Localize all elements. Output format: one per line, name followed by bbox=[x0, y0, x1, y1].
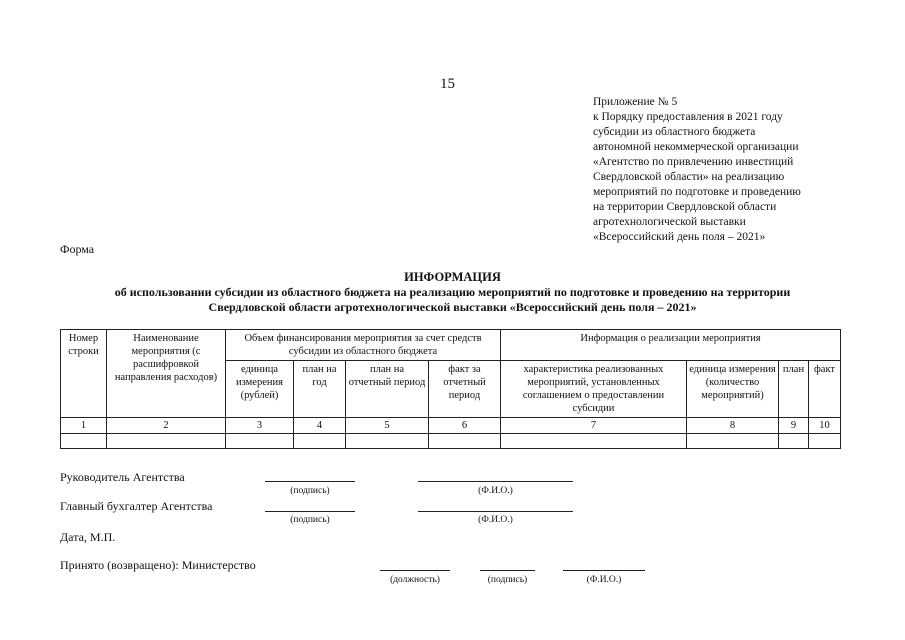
accountant-signature-line[interactable] bbox=[265, 511, 355, 512]
column-number: 3 bbox=[226, 418, 294, 434]
column-number: 10 bbox=[809, 418, 841, 434]
empty-cell[interactable] bbox=[346, 434, 429, 449]
appendix-note bbox=[593, 95, 843, 245]
accepted-by-ministry-label: Принято (возвращено): Министерство bbox=[60, 558, 256, 572]
column-number: 8 bbox=[687, 418, 779, 434]
header-unit-quantity: единица измерения (количество мероприятий) bbox=[687, 361, 779, 418]
appendix-line: Приложение № 5 bbox=[593, 96, 678, 108]
appendix-line: агротехнологической выставки bbox=[593, 216, 746, 228]
empty-cell[interactable] bbox=[809, 434, 841, 449]
empty-cell[interactable] bbox=[687, 434, 779, 449]
appendix-line: «Всероссийский день поля – 2021» bbox=[593, 231, 766, 243]
column-number: 1 bbox=[61, 418, 107, 434]
ministry-position-caption: (должность) bbox=[390, 575, 440, 585]
empty-cell[interactable] bbox=[429, 434, 501, 449]
empty-cell[interactable] bbox=[779, 434, 809, 449]
ministry-position-line[interactable] bbox=[380, 570, 450, 571]
empty-cell[interactable] bbox=[107, 434, 226, 449]
empty-cell[interactable] bbox=[501, 434, 687, 449]
header-characteristic: характеристика реализованных мероприятий, установленных соглашением о предоставлении субсидии bbox=[501, 361, 687, 418]
header-unit-rubles: единица измерения (рублей) bbox=[226, 361, 294, 418]
empty-cell[interactable] bbox=[226, 434, 294, 449]
ministry-fio-caption: (Ф.И.О.) bbox=[586, 575, 622, 585]
page-number: 15 bbox=[440, 76, 455, 92]
header-plan: план bbox=[779, 361, 809, 418]
empty-cell[interactable] bbox=[294, 434, 346, 449]
column-number: 4 bbox=[294, 418, 346, 434]
ministry-signature-line[interactable] bbox=[480, 570, 535, 571]
header-plan-period: план на отчетный период bbox=[346, 361, 429, 418]
head-signature-caption: (подпись) bbox=[290, 486, 330, 496]
header-event-name: Наименование мероприятия (с расшифровкой направления расходов) bbox=[107, 330, 226, 418]
title-line-2: Свердловской области агротехнологической выставки «Всероссийский день поля – 2021» bbox=[208, 300, 697, 314]
appendix-line: мероприятий по подготовке и проведению bbox=[593, 186, 801, 198]
column-number: 9 bbox=[779, 418, 809, 434]
appendix-line: на территории Свердловской области bbox=[593, 201, 777, 213]
header-implementation-info: Информация о реализации мероприятия bbox=[501, 330, 841, 361]
head-fio-line[interactable] bbox=[418, 481, 573, 482]
head-signature-line[interactable] bbox=[265, 481, 355, 482]
accountant-fio-caption: (Ф.И.О.) bbox=[478, 515, 513, 525]
appendix-line: «Агентство по привлечению инвестиций bbox=[593, 156, 794, 168]
header-fact: факт bbox=[809, 361, 841, 418]
title-main: ИНФОРМАЦИЯ bbox=[404, 270, 501, 284]
ministry-fio-line[interactable] bbox=[563, 570, 645, 571]
header-financing: Объем финансирования мероприятия за счет средств субсидии из областного бюджета bbox=[226, 330, 501, 361]
empty-cell[interactable] bbox=[61, 434, 107, 449]
column-number: 6 bbox=[429, 418, 501, 434]
report-table bbox=[60, 329, 841, 449]
ministry-signature-caption: (подпись) bbox=[487, 575, 528, 585]
appendix-line: Свердловской области» на реализацию bbox=[593, 171, 785, 183]
title-line-1: об использовании субсидии из областного бюджета на реализацию мероприятий по подготовке и проведению на территории bbox=[114, 285, 791, 299]
accountant-signature-caption: (подпись) bbox=[290, 515, 330, 525]
column-number: 2 bbox=[107, 418, 226, 434]
date-stamp-label: Дата, М.П. bbox=[60, 530, 116, 544]
column-number: 7 bbox=[501, 418, 687, 434]
appendix-line: автономной некоммерческой организации bbox=[593, 141, 799, 153]
form-label: Форма bbox=[60, 242, 95, 256]
header-row-number: Номер строки bbox=[61, 330, 107, 418]
appendix-line: к Порядку предоставления в 2021 году bbox=[593, 111, 783, 123]
chief-accountant-label: Главный бухгалтер Агентства bbox=[60, 499, 213, 513]
accountant-fio-line[interactable] bbox=[418, 511, 573, 512]
head-fio-caption: (Ф.И.О.) bbox=[478, 486, 513, 496]
header-plan-year: план на год bbox=[294, 361, 346, 418]
head-of-agency-label: Руководитель Агентства bbox=[60, 470, 185, 484]
header-fact-period: факт за отчетный период bbox=[429, 361, 501, 418]
column-number: 5 bbox=[346, 418, 429, 434]
appendix-line: субсидии из областного бюджета bbox=[593, 126, 756, 138]
document-title bbox=[0, 270, 905, 315]
